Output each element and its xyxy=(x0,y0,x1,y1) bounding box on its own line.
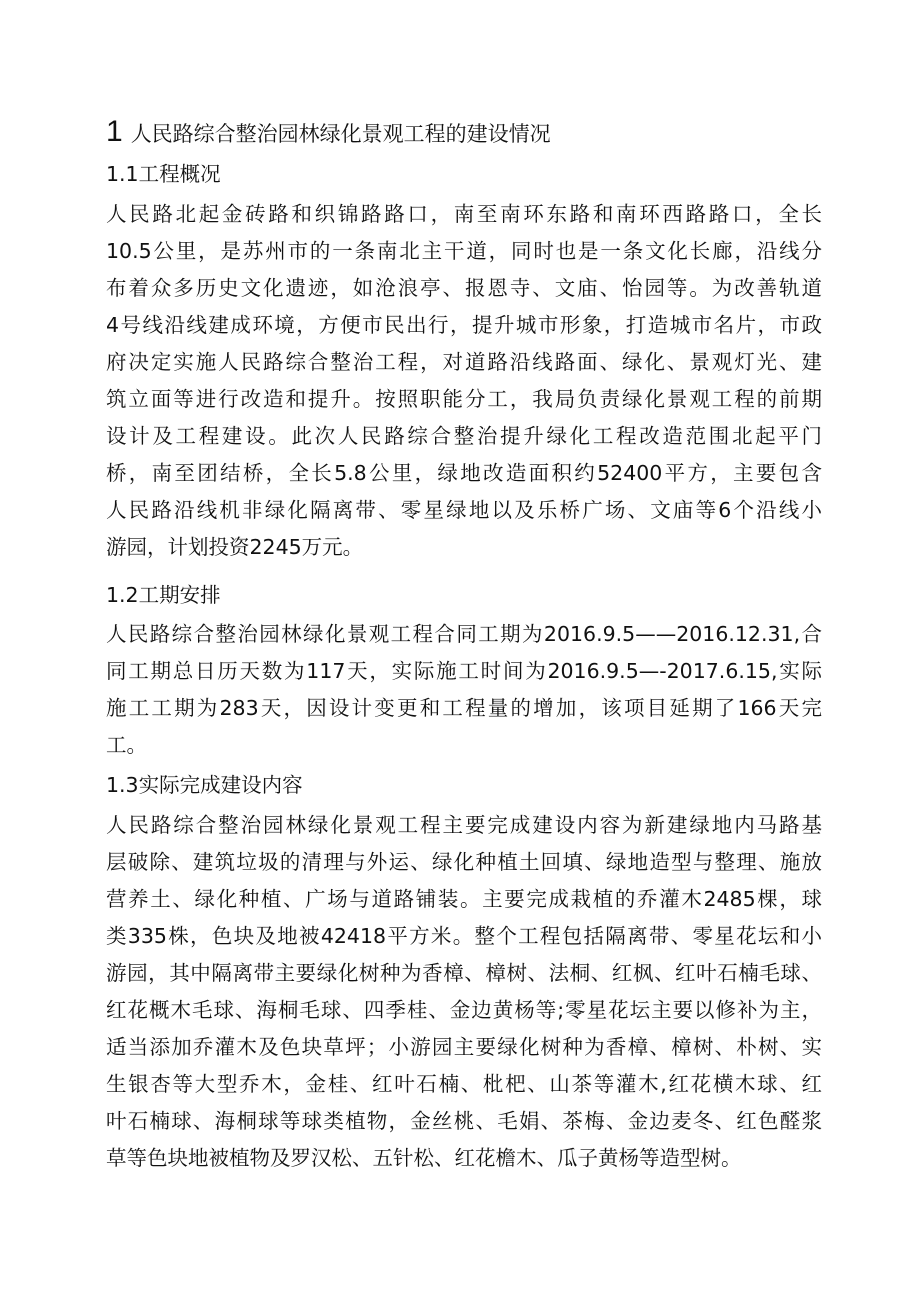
paragraph-line: 层破除、建筑垃圾的清理与外运、绿化种植土回填、绿地造型与整理、施放 xyxy=(106,850,822,874)
paragraph-line: 生银杏等大型乔木，金桂、红叶石楠、枇杷、山茶等灌木,红花横木球、红 xyxy=(106,1072,822,1096)
section-heading: 1.2工期安排 xyxy=(106,583,221,607)
paragraph-line: 4号线沿线建成环境，方便市民出行，提升城市形象，打造城市名片，市政 xyxy=(106,313,822,337)
paragraph-line: 人民路沿线机非绿化隔离带、零星绿地以及乐桥广场、文庙等6个沿线小 xyxy=(106,498,822,522)
paragraph-line: 同工期总日历天数为117天，实际施工时间为2016.9.5—-2017.6.15,实际 xyxy=(106,659,822,683)
paragraph-line: 营养土、绿化种植、广场与道路铺装。主要完成栽植的乔灌木2485棵，球 xyxy=(106,887,822,911)
paragraph-line: 游园，其中隔离带主要绿化树种为香樟、樟树、法桐、红枫、红叶石楠毛球、 xyxy=(106,961,822,985)
paragraph-line: 叶石楠球、海桐球等球类植物，金丝桃、毛娟、茶梅、金边麦冬、红色醛浆 xyxy=(106,1109,822,1133)
paragraph-line: 草等色块地被植物及罗汉松、五针松、红花檐木、瓜子黄杨等造型树。 xyxy=(106,1146,742,1170)
section-heading: 1.1工程概况 xyxy=(106,162,221,186)
title-number: 1 xyxy=(106,115,123,148)
paragraph-line: 施工工期为283天，因设计变更和工程量的增加，该项目延期了166天完 xyxy=(106,696,822,720)
document-title xyxy=(106,112,826,152)
paragraph-line: 筑立面等进行改造和提升。按照职能分工，我局负责绿化景观工程的前期 xyxy=(106,387,822,411)
paragraph-line: 10.5公里，是苏州市的一条南北主干道，同时也是一条文化长廊，沿线分 xyxy=(106,239,822,263)
paragraph-line: 工。 xyxy=(106,733,147,757)
paragraph-line: 类335株，色块及地被42418平方米。整个工程包括隔离带、零星花坛和小 xyxy=(106,924,822,948)
title-text: 人民路综合整治园林绿化景观工程的建设情况 xyxy=(130,122,551,146)
paragraph-line: 桥，南至团结桥，全长5.8公里，绿地改造面积约52400平方，主要包含 xyxy=(106,461,822,485)
paragraph-line: 设计及工程建设。此次人民路综合整治提升绿化工程改造范围北起平门 xyxy=(106,424,822,448)
paragraph-line: 游园，计划投资2245万元。 xyxy=(106,535,364,559)
paragraph-line: 人民路北起金砖路和织锦路路口，南至南环东路和南环西路路口，全长 xyxy=(106,202,822,226)
paragraph-line: 人民路综合整治园林绿化景观工程主要完成建设内容为新建绿地内马路基 xyxy=(106,813,822,837)
paragraph-line: 红花概木毛球、海桐毛球、四季桂、金边黄杨等;零星花坛主要以修补为主， xyxy=(106,998,822,1022)
paragraph-line: 布着众多历史文化遗迹，如沧浪亭、报恩寺、文庙、怡园等。为改善轨道 xyxy=(106,276,822,300)
paragraph-line: 人民路综合整治园林绿化景观工程合同工期为2016.9.5——2016.12.31,合 xyxy=(106,622,822,646)
paragraph-line: 适当添加乔灌木及色块草坪；小游园主要绿化树种为香樟、樟树、朴树、实 xyxy=(106,1035,822,1059)
paragraph-line: 府决定实施人民路综合整治工程，对道路沿线路面、绿化、景观灯光、建 xyxy=(106,350,822,374)
section-heading: 1.3实际完成建设内容 xyxy=(106,773,303,797)
